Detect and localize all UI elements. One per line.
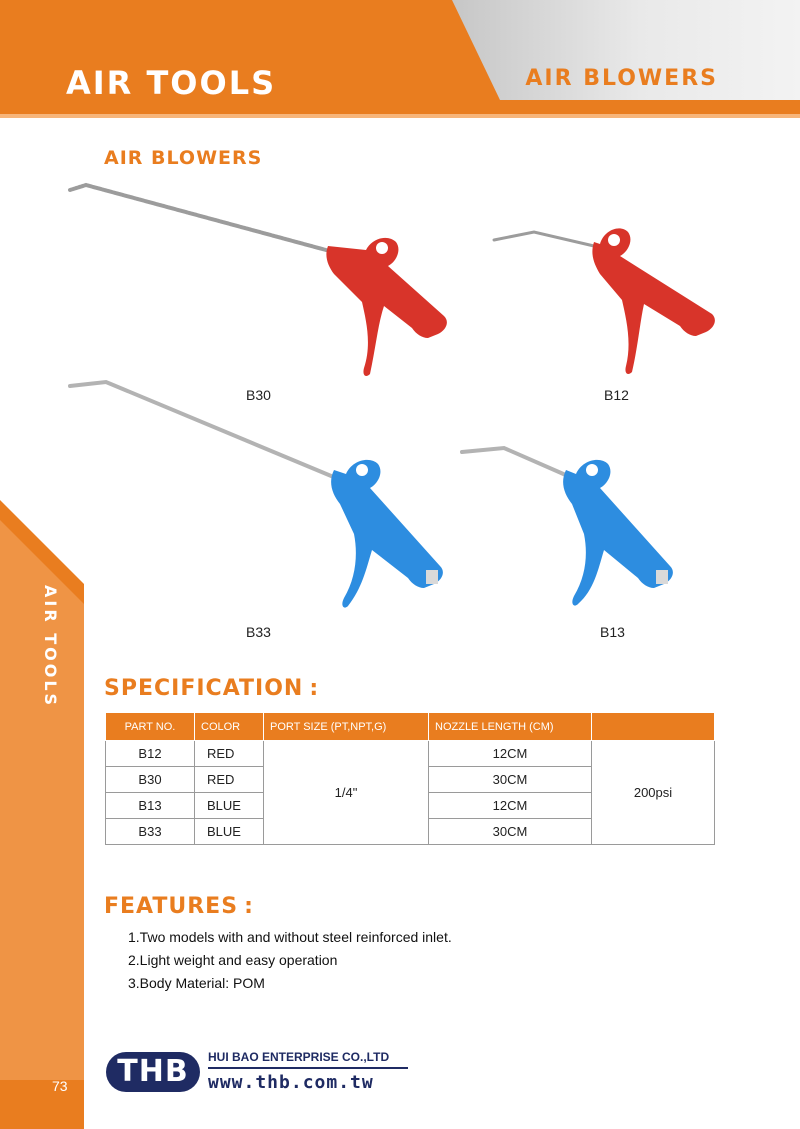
cell-color: BLUE [195, 819, 264, 845]
column-header-pressure [592, 713, 715, 741]
column-header-nozzle-length: NOZZLE LENGTH (CM) [429, 713, 592, 741]
header-divider [0, 114, 800, 118]
cell-part-no: B30 [106, 767, 195, 793]
cell-part-no: B12 [106, 741, 195, 767]
product-label-b12: B12 [604, 387, 629, 403]
cell-nozzle-length: 30CM [429, 819, 592, 845]
table-row [106, 741, 715, 767]
product-label-b30: B30 [246, 387, 271, 403]
cell-pressure: 200psi [592, 741, 715, 845]
product-b33-image [66, 374, 456, 609]
specification-colon: : [309, 676, 320, 701]
product-label-b13: B13 [600, 624, 625, 640]
column-header-color: COLOR [195, 713, 264, 741]
list-item: 3.Body Material: POM [128, 975, 265, 991]
column-header-port-size: PORT SIZE (PT,NPT,G) [264, 713, 429, 741]
company-name: HUI BAO ENTERPRISE CO.,LTD [208, 1050, 390, 1064]
company-divider [208, 1067, 408, 1069]
cell-part-no: B33 [106, 819, 195, 845]
side-category-label: AIR TOOLS [41, 585, 60, 709]
cell-port-size: 1/4" [264, 741, 429, 845]
list-item: 2.Light weight and easy operation [128, 952, 338, 968]
specification-table [105, 712, 715, 845]
features-heading [104, 894, 254, 919]
features-list [128, 926, 452, 995]
company-logo: THB [106, 1052, 200, 1092]
website-url: www.thb.com.tw [208, 1072, 374, 1093]
cell-nozzle-length: 12CM [429, 793, 592, 819]
cell-part-no: B13 [106, 793, 195, 819]
product-b12-image [490, 222, 720, 382]
list-item: 1.Two models with and without steel reinforced inlet. [128, 929, 452, 945]
product-b13-image [458, 440, 688, 610]
product-b30-image [66, 178, 456, 383]
cell-color: RED [195, 767, 264, 793]
products-heading: AIR BLOWERS [104, 147, 263, 169]
column-header-part-no: PART NO. [106, 713, 195, 741]
features-colon: : [244, 894, 254, 919]
specification-heading-text: SPECIFICATION [104, 676, 304, 701]
air-blower-red-short-icon [490, 222, 720, 382]
air-blower-blue-long-icon [66, 374, 456, 609]
features-heading-text: FEATURES [104, 894, 239, 919]
page-title: AIR TOOLS [66, 64, 277, 102]
product-label-b33: B33 [246, 624, 271, 640]
cell-nozzle-length: 30CM [429, 767, 592, 793]
air-blower-red-long-icon [66, 178, 456, 383]
cell-color: BLUE [195, 793, 264, 819]
cell-color: RED [195, 741, 264, 767]
page-number: 73 [52, 1078, 68, 1094]
cell-nozzle-length: 12CM [429, 741, 592, 767]
air-blower-blue-short-icon [458, 440, 688, 610]
specification-heading [104, 676, 319, 701]
table-header-row [106, 713, 715, 741]
section-title: AIR BLOWERS [525, 66, 718, 91]
